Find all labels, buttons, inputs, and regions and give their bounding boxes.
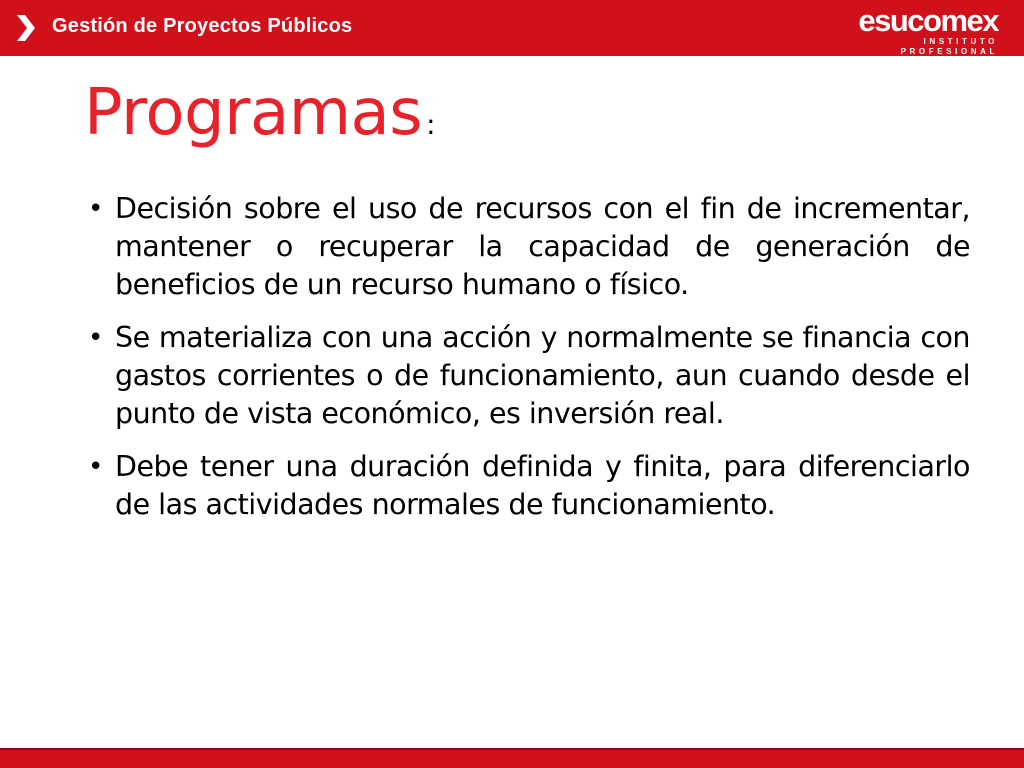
bullet-item <box>88 448 970 524</box>
slide-title-colon: : <box>426 108 436 141</box>
esucomex-logo <box>826 3 998 56</box>
footer-bar <box>0 748 1024 768</box>
bullet-text: Se materializa con una acción y normalmente se financia con gastos corrientes o de funcionamiento, aun cuando desde el punto de vista económico, es inversión real. <box>115 321 970 430</box>
logo-subtitle: INSTITUTO PROFESIONAL <box>900 37 998 56</box>
bullet-item <box>88 319 970 433</box>
bullet-dot-icon: • <box>88 194 104 224</box>
logo-name: esucomex <box>858 3 998 38</box>
bullet-list <box>88 190 970 539</box>
slide-title <box>84 68 436 158</box>
slide-title-text: Programas <box>84 76 423 150</box>
bullet-dot-icon: • <box>88 323 104 353</box>
chevron-right-icon <box>14 13 36 43</box>
bullet-text: Debe tener una duración definida y finita, para diferenciarlo de las actividades normales de funcionamiento. <box>115 450 970 521</box>
bullet-text: Decisión sobre el uso de recursos con el fin de incrementar, mantener o recuperar la capacidad de generación de beneficios de un recurso humano o físico. <box>115 192 970 301</box>
footer-divider <box>0 748 1024 750</box>
header-bar <box>0 0 1024 56</box>
course-title: Gestión de Proyectos Públicos <box>52 15 353 37</box>
bullet-dot-icon: • <box>88 452 104 482</box>
bullet-item <box>88 190 970 304</box>
